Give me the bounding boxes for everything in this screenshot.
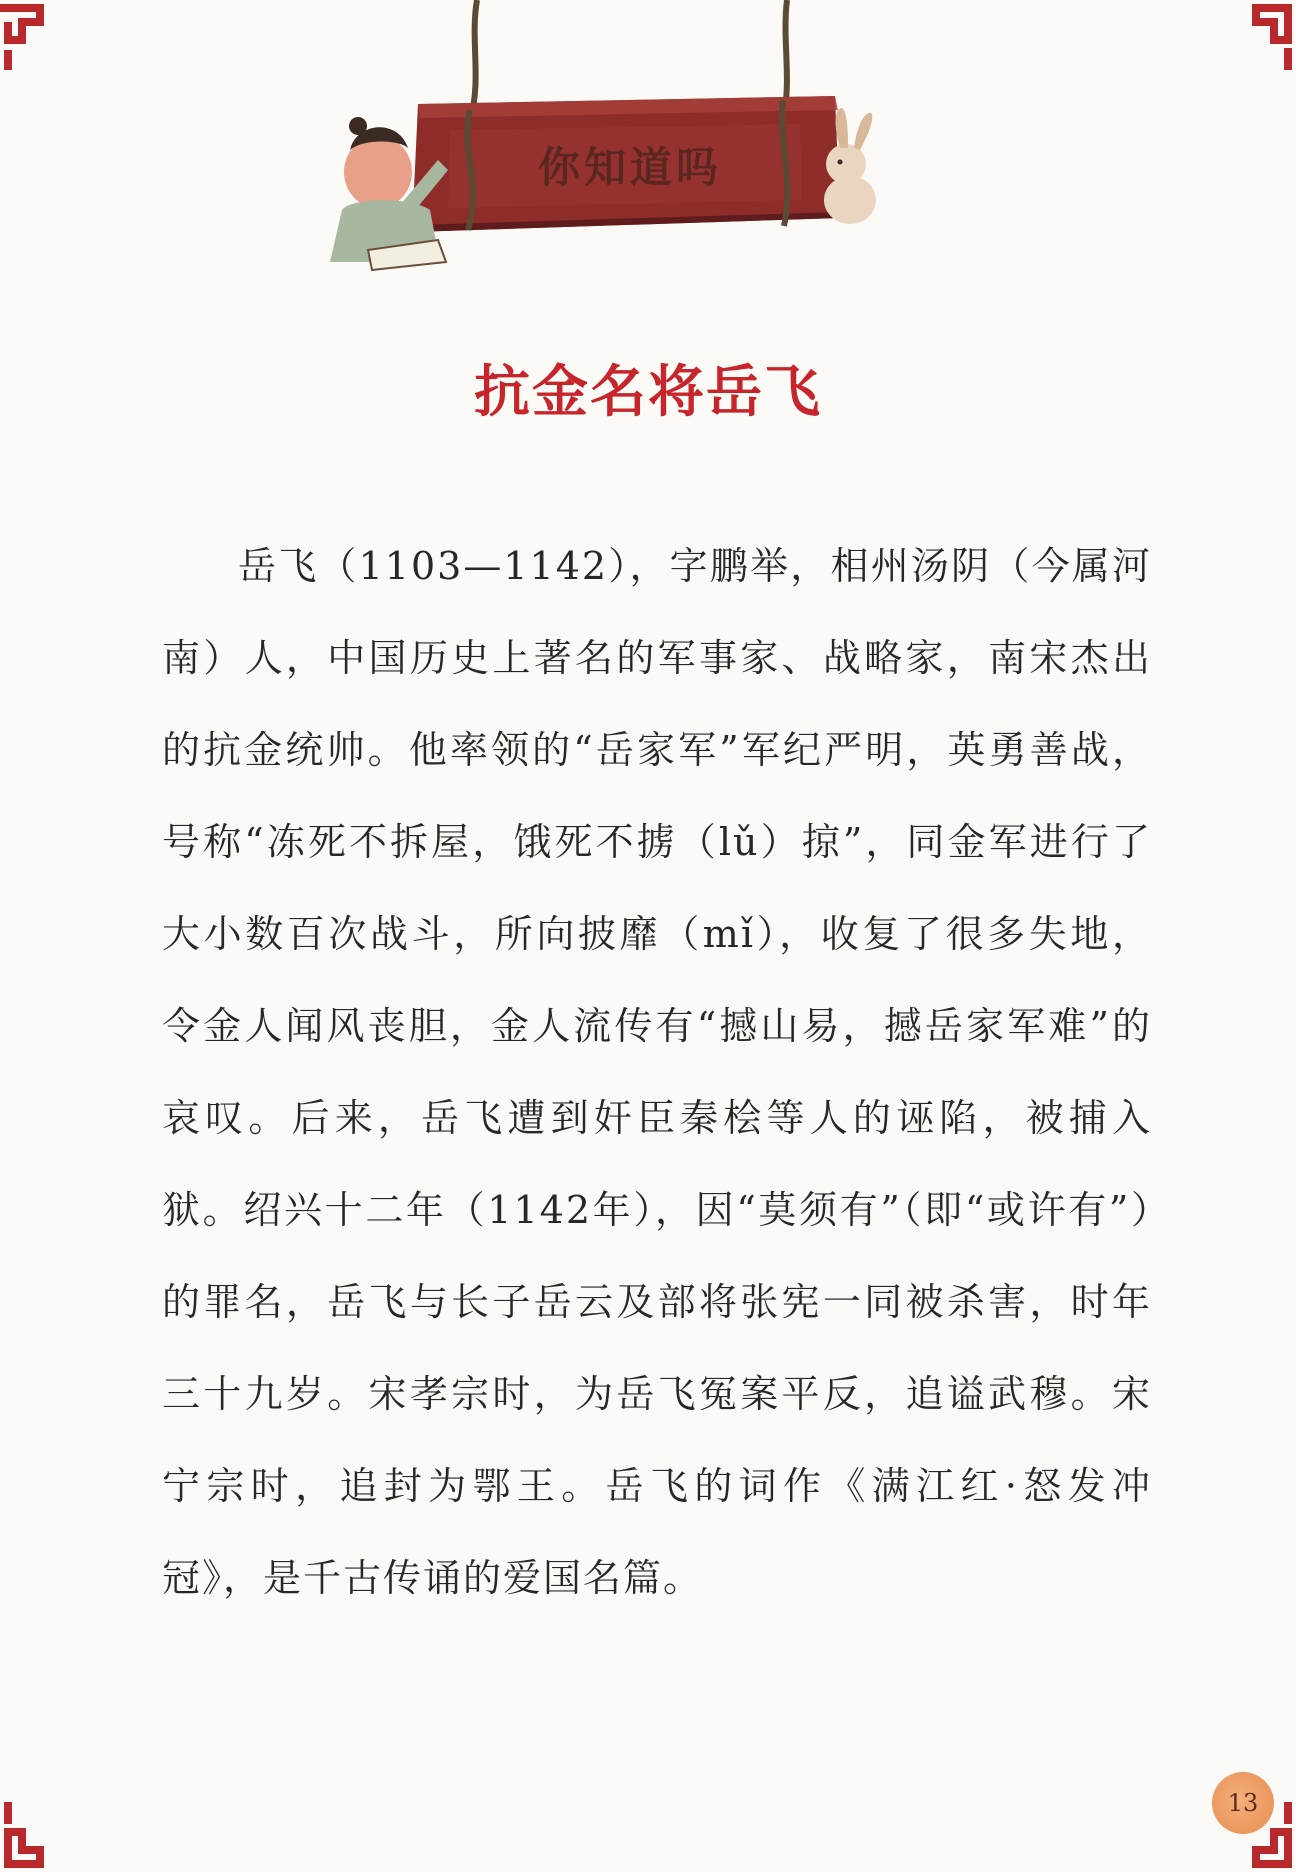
banner-label: 你知道吗	[537, 143, 722, 192]
corner-ornament-bottom-left-icon	[0, 1802, 70, 1872]
page-number-badge: 13	[1212, 1772, 1274, 1834]
corner-ornament-top-right-icon	[1226, 0, 1296, 70]
did-you-know-banner	[320, 0, 920, 290]
corner-ornament-top-left-icon	[0, 0, 70, 70]
article-title: 抗金名将岳飞	[474, 360, 822, 425]
article-body: 岳飞（1103—1142），字鹏举，相州汤阴（今属河南）人，中国历史上著名的军事家、战略家，南宋杰出的抗金统帅。他率领的“岳家军”军纪严明，英勇善战，号称“冻死不拆屋，饿死不掳（lǔ）掠”，同金军进行了大小数百次战斗，所向披靡（mǐ），收复了很多失地，令金人闻风丧胆，金人流传有“撼山易，撼岳家军难”的哀叹。后来，岳飞遭到奸臣秦桧等人的诬陷，被捕入狱。绍兴十二年（1142年），因“莫须有”（即“或许有”）的罪名，岳飞与长子岳云及部将张宪一同被杀害，时年三十九岁。宋孝宗时，为岳飞冤案平反，追谥武穆。宋宁宗时，追封为鄂王。岳飞的词作《满江红·怒发冲冠》，是千古传诵的爱国名篇。	[162, 544, 1152, 1600]
